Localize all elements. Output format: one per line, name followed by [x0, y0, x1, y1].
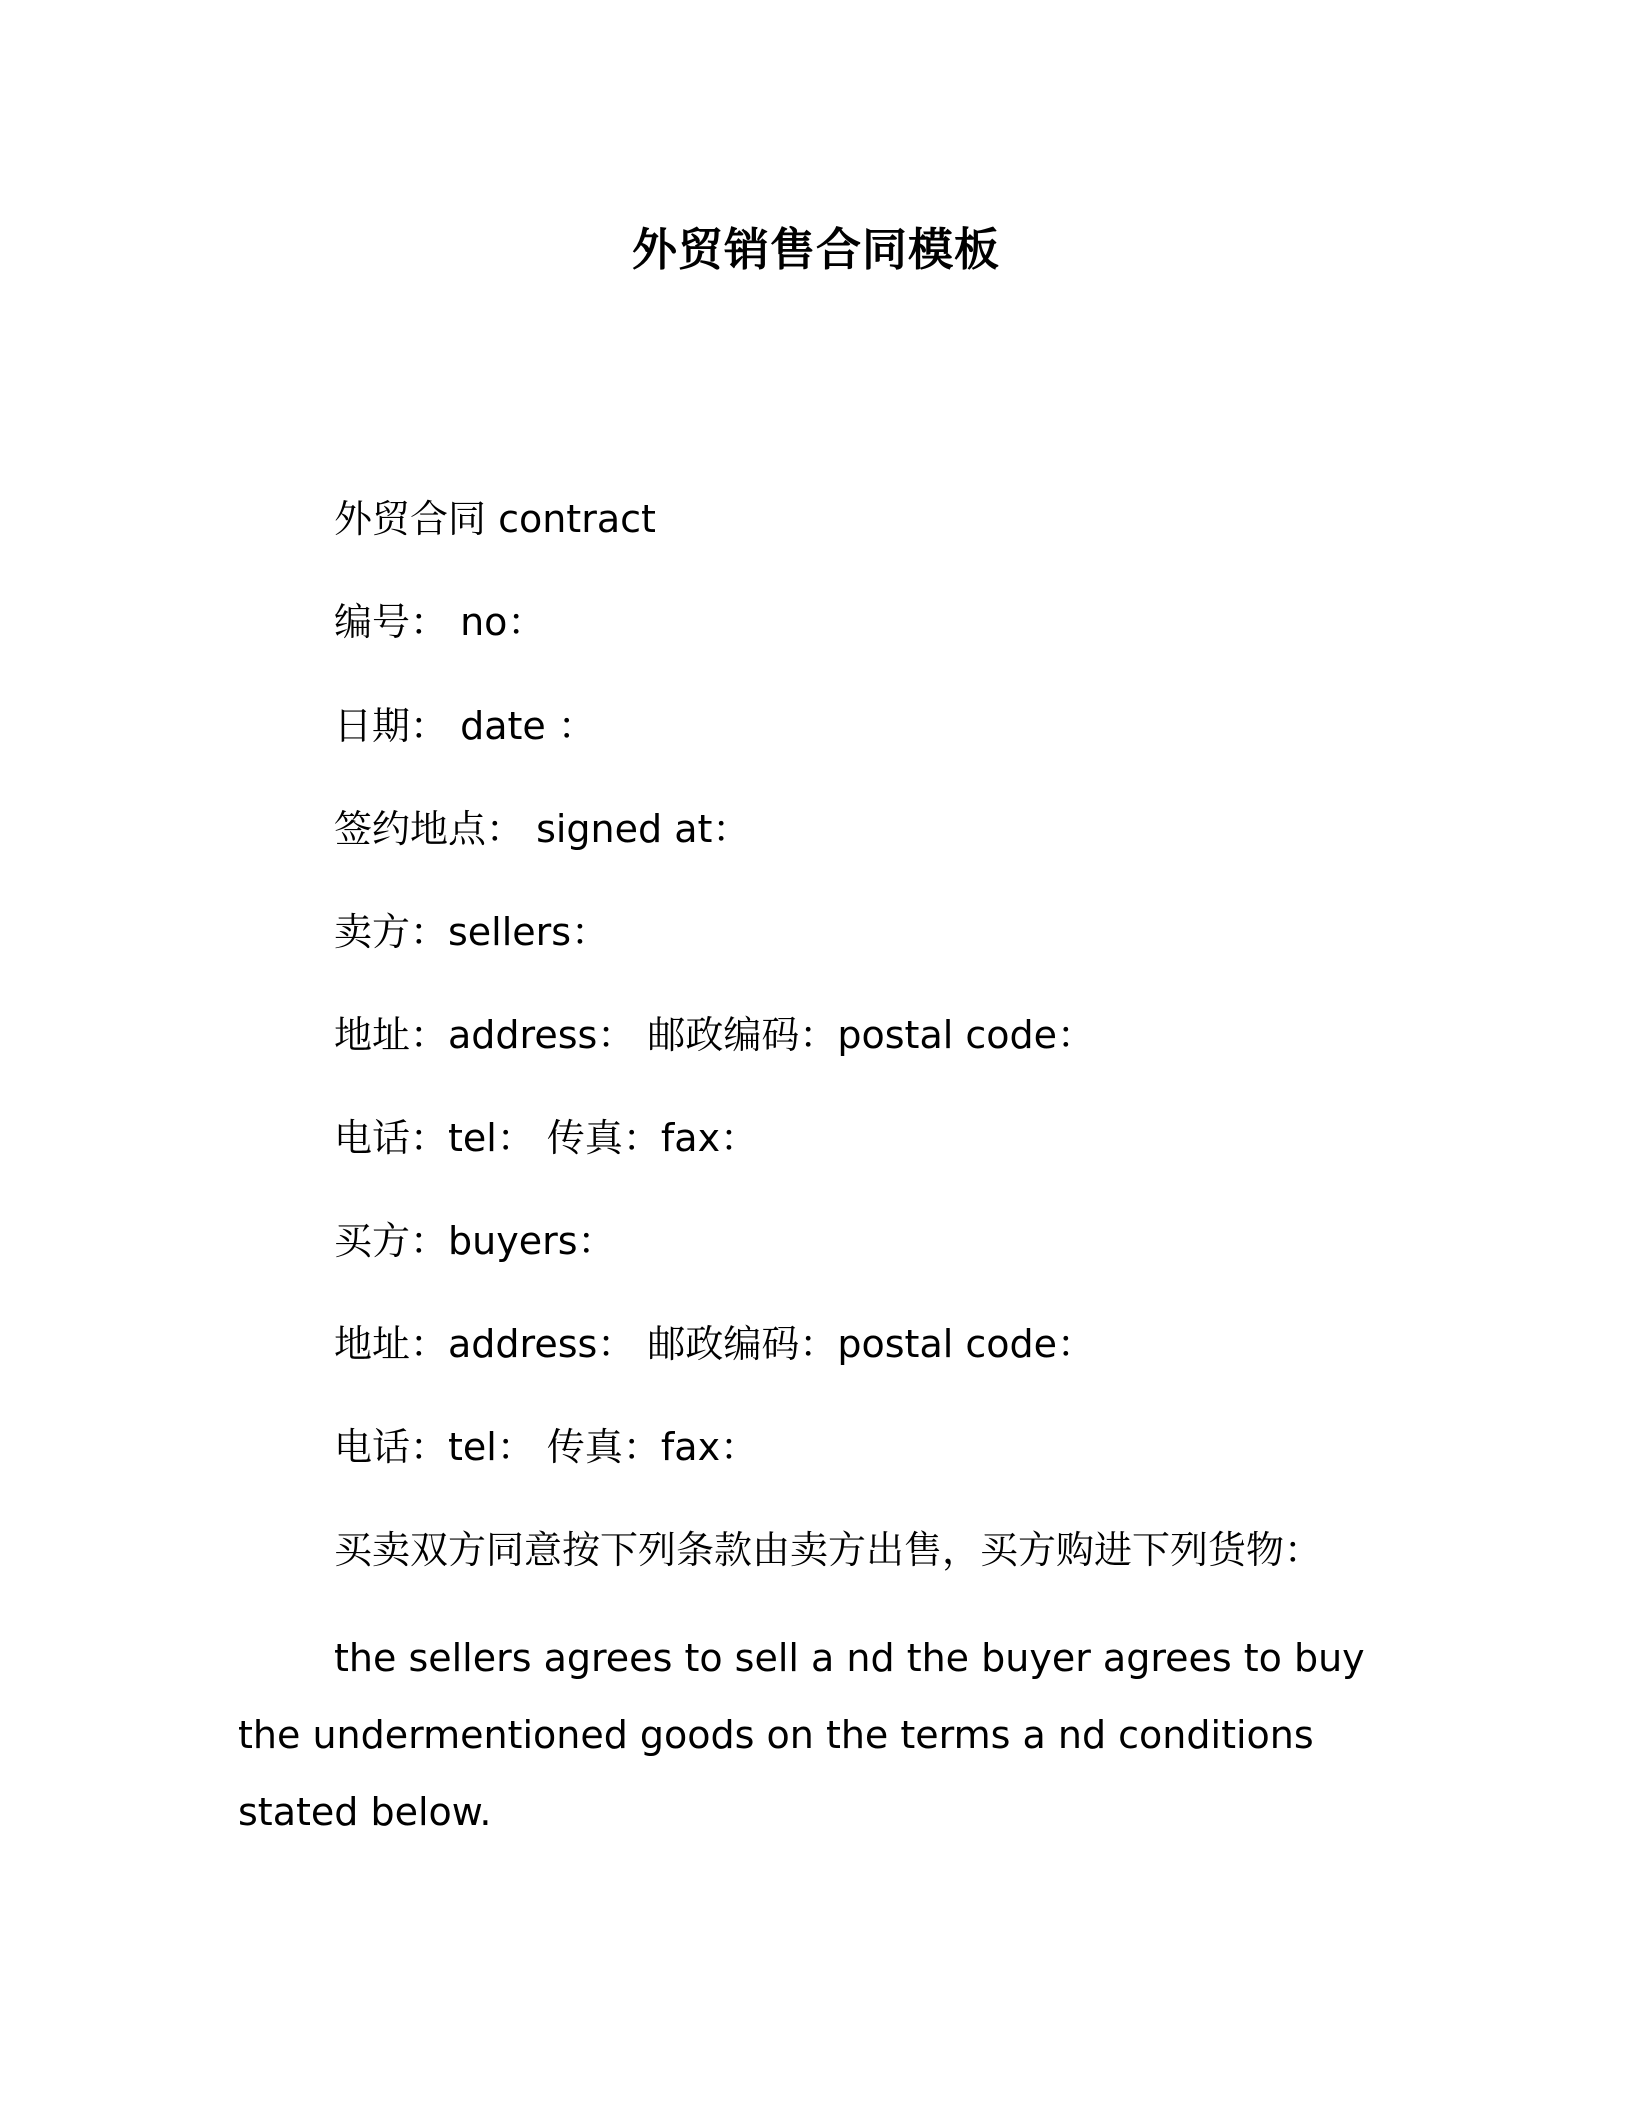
agreement-statement-line: 买卖双方同意按下列条款由卖方出售，买方购进下列货物：: [334, 1528, 1323, 1572]
contract-heading-line: 外贸合同 contract: [334, 497, 656, 541]
buyer-phone-fax-line: 电话：tel： 传真：fax：: [334, 1425, 759, 1469]
signing-place-line: 签约地点： signed at：: [334, 807, 751, 851]
buyer-address-line: 地址：address： 邮政编码：postal code：: [334, 1322, 1096, 1366]
contract-date-line: 日期： date ：: [334, 704, 596, 748]
buyer-line: 买方：buyers：: [334, 1219, 616, 1263]
contract-number-line: 编号： no：: [334, 600, 546, 644]
english-agreement-paragraph: the sellers agrees to sell a nd the buyer agrees to buy the undermentioned goods on the terms a nd conditions stated below.: [238, 1636, 1365, 1834]
seller-address-line: 地址：address： 邮政编码：postal code：: [334, 1013, 1096, 1057]
document-title: 外贸销售合同模板: [631, 223, 1000, 276]
seller-line: 卖方：sellers：: [334, 910, 610, 954]
seller-phone-fax-line: 电话：tel： 传真：fax：: [334, 1116, 759, 1160]
